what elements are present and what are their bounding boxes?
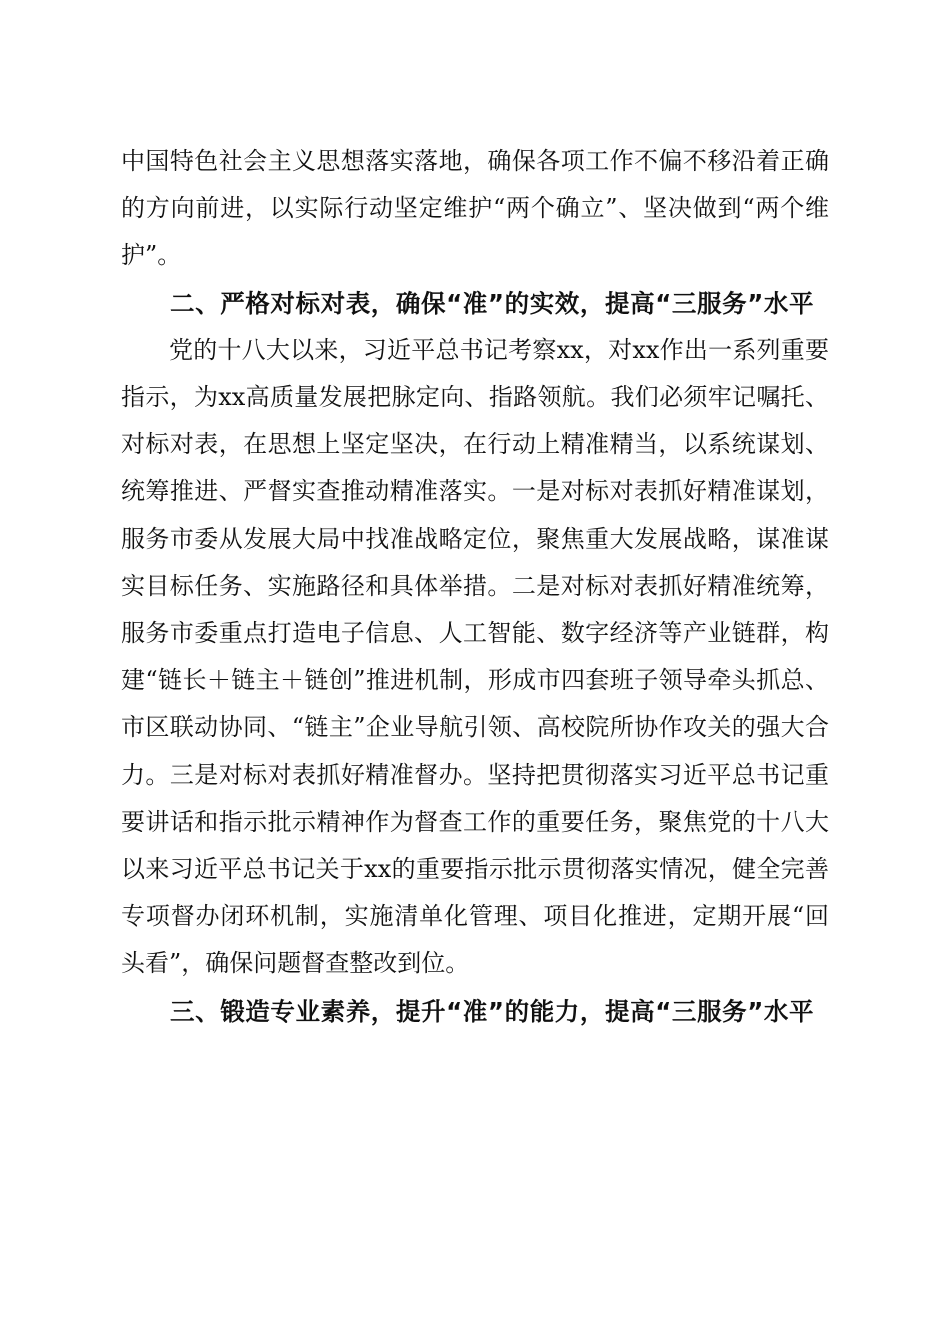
section-heading-two: 二、严格对标对表，确保“准”的实效，提高“三服务”水平 xyxy=(170,288,815,318)
paragraph-section-two-body: 党的十八大以来，习近平总书记考察xx，对xx作出一系列重要指示，为xx高质量发展把脉定向、指路领航。我们必须牢记嘱托、对标对表，在思想上坚定坚决，在行动上精准精当，以系统谋划、统筹推进、严督实查推动精准落实。一是对标对表抓好精准谋划，服务市委从发展大局中找准战略定位，聚焦重大发展战略，谋准谋实目标任务、实施路径和具体举措。二是对标对表抓好精准统筹，服务市委重点打造电子信息、人工智能、数字经济等产业链群，构建“链长＋链主＋链创”推进机制，形成市四套班子领导牵头抓总、市区联动协同、“链主”企业导航引领、高校院所协作攻关的强大合力。三是对标对表抓好精准督办。坚持把贯彻落实习近平总书记重要讲话和指示批示精神作为督查工作的重要任务，聚焦党的十八大以来习近平总书记关于xx的重要指示批示贯彻落实情况，健全完善专项督办闭环机制，实施清单化管理、项目化推进，定期开展“回头看”，确保问题督查整改到位。 xyxy=(121,335,829,978)
document-body xyxy=(121,138,829,1035)
section-heading-three: 三、锻造专业素养，提升“准”的能力，提高“三服务”水平 xyxy=(170,996,815,1026)
paragraph-continuation: 中国特色社会主义思想落实落地，确保各项工作不偏不移沿着正确的方向前进，以实际行动坚定维护“两个确立”、坚决做到“两个维护”。 xyxy=(121,147,829,270)
